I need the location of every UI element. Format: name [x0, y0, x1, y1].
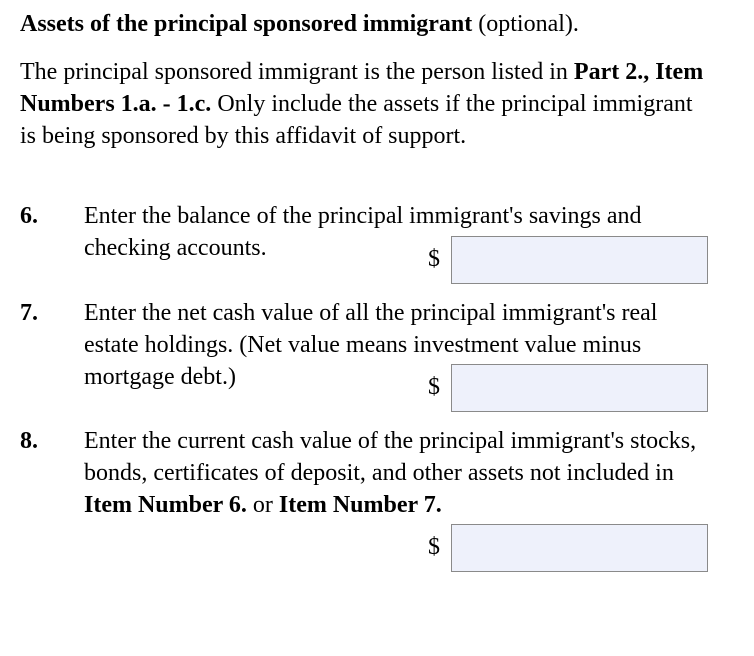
item-8-text-1: Enter the current cash value of the principal immigrant's stocks, bonds, certificates of deposit, and other assets not included in [84, 428, 697, 486]
section-title [20, 8, 579, 40]
intro-paragraph [20, 56, 710, 152]
intro-part-reference: Part 2., Item Numbers 1.a. - 1.c. [20, 59, 704, 117]
item-7-number: 7. [20, 300, 38, 326]
item-6-text: Enter the balance of the principal immigrant's savings and checking accounts. [84, 203, 642, 261]
item-7-real-estate-input[interactable] [451, 364, 708, 412]
item-8-ref-7: Item Number 7. [278, 492, 442, 518]
item-6-number: 6. [20, 203, 38, 229]
section-title-suffix: (optional). [472, 11, 579, 37]
item-7-dollar-sign: $ [428, 374, 440, 400]
item-8-text [84, 425, 714, 521]
item-8-number: 8. [20, 428, 38, 454]
item-8-other-assets-input[interactable] [451, 524, 708, 572]
item-6-savings-checking-input[interactable] [451, 236, 708, 284]
section-title-bold: Assets of the principal sponsored immigrant [20, 11, 473, 37]
intro-text-2: Only include the assets if the principal immigrant is being sponsored by this affidavit of support. [20, 91, 693, 149]
intro-text-1: The principal sponsored immigrant is the person listed in [20, 59, 574, 85]
item-7-text: Enter the net cash value of all the principal immigrant's real estate holdings. (Net value means investment value minus mortgage debt.) [84, 300, 658, 390]
item-8-ref-6: Item Number 6. [84, 492, 247, 518]
item-6-dollar-sign: $ [428, 246, 440, 272]
item-8-text-2: or [246, 492, 279, 518]
item-8-dollar-sign: $ [428, 534, 440, 560]
